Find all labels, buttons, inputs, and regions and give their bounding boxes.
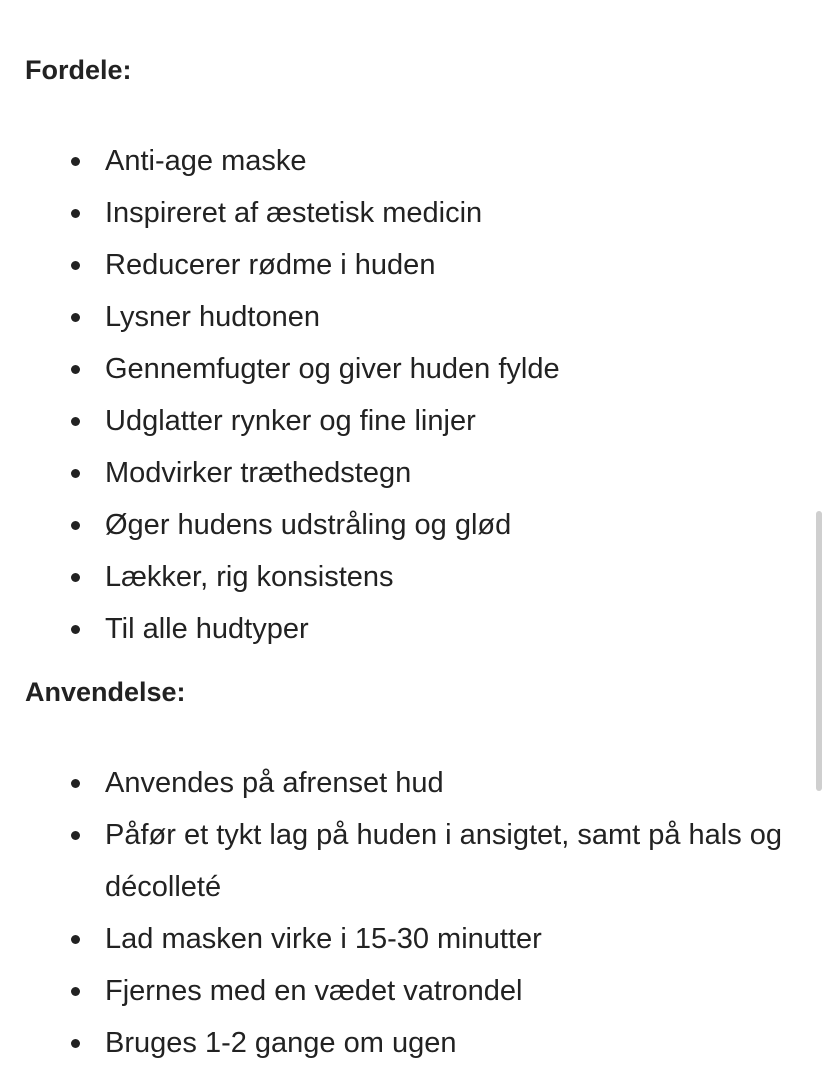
list-item: Påfør et tykt lag på huden i ansigtet, samt på hals og décolleté — [105, 809, 800, 913]
bullet-icon — [71, 935, 80, 944]
bullet-icon — [71, 209, 80, 218]
benefits-list — [25, 135, 800, 655]
bullet-icon — [71, 313, 80, 322]
bullet-icon — [71, 987, 80, 996]
list-item: Øger hudens udstråling og glød — [105, 499, 800, 551]
usage-list — [25, 757, 800, 1069]
list-item: Lækker, rig konsistens — [105, 551, 800, 603]
list-item: Reducerer rødme i huden — [105, 239, 800, 291]
document-content — [25, 44, 800, 1069]
list-item: Lad masken virke i 15-30 minutter — [105, 913, 800, 965]
bullet-icon — [71, 573, 80, 582]
list-item: Til alle hudtyper — [105, 603, 800, 655]
section-heading-fordele: Fordele: — [25, 55, 132, 85]
bullet-icon — [71, 417, 80, 426]
bullet-icon — [71, 1039, 80, 1048]
bullet-icon — [71, 469, 80, 478]
vertical-scrollbar[interactable] — [816, 511, 822, 791]
bullet-icon — [71, 779, 80, 788]
list-item: Inspireret af æstetisk medicin — [105, 187, 800, 239]
list-item: Anti-age maske — [105, 135, 800, 187]
section-heading-anvendelse: Anvendelse: — [25, 677, 186, 707]
bullet-icon — [71, 625, 80, 634]
bullet-icon — [71, 157, 80, 166]
list-item: Udglatter rynker og fine linjer — [105, 395, 800, 447]
list-item: Anvendes på afrenset hud — [105, 757, 800, 809]
list-item: Lysner hudtonen — [105, 291, 800, 343]
bullet-icon — [71, 261, 80, 270]
list-item: Fjernes med en vædet vatrondel — [105, 965, 800, 1017]
list-item: Modvirker træthedstegn — [105, 447, 800, 499]
bullet-icon — [71, 521, 80, 530]
bullet-icon — [71, 831, 80, 840]
bullet-icon — [71, 365, 80, 374]
list-item: Gennemfugter og giver huden fylde — [105, 343, 800, 395]
list-item: Bruges 1-2 gange om ugen — [105, 1017, 800, 1069]
